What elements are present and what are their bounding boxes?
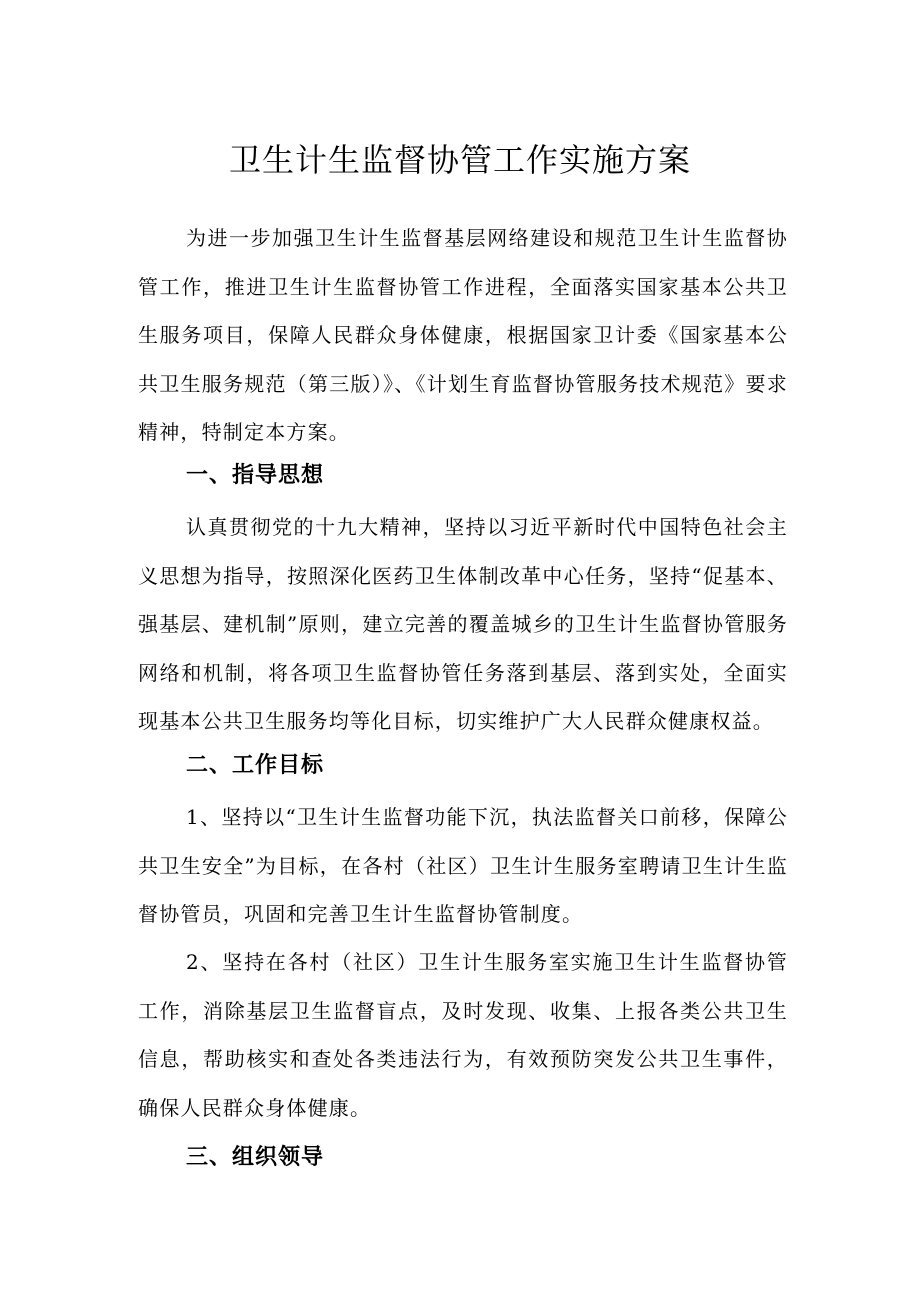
intro-paragraph: 为进一步加强卫生计生监督基层网络建设和规范卫生计生监督协管工作，推进卫生计生监督协管工作进程，全面落实国家基本公共卫生服务项目，保障人民群众身体健康，根据国家卫计委《国家基本公共卫生服务规范（第三版）》、《计划生育监督协管服务技术规范》要求精神，特制定本方案。 <box>138 226 788 444</box>
section-heading-work-goals: 二、工作目标 <box>186 753 325 778</box>
section-heading-guiding-ideology: 一、指导思想 <box>186 463 325 488</box>
document-title: 卫生计生监督协管工作实施方案 <box>228 141 691 179</box>
work-goal-item-1: 1、坚持以“卫生计生监督功能下沉，执法监督关口前移，保障公共卫生安全”为目标，在各村（社区）卫生计生服务室聘请卫生计生监督协管员，巩固和完善卫生计生监督协管制度。 <box>138 805 788 926</box>
guiding-ideology-paragraph: 认真贯彻党的十九大精神，坚持以习近平新时代中国特色社会主义思想为指导，按照深化医药卫生体制改革中心任务，坚持“促基本、强基层、建机制”原则，建立完善的覆盖城乡的卫生计生监督协管服务网络和机制，将各项卫生监督协管任务落到基层、落到实处，全面实现基本公共卫生服务均等化目标，切实维护广大人民群众健康权益。 <box>138 515 788 733</box>
work-goal-item-2: 2、坚持在各村（社区）卫生计生服务室实施卫生计生监督协管工作，消除基层卫生监督盲点，及时发现、收集、上报各类公共卫生信息，帮助核实和查处各类违法行为，有效预防突发公共卫生事件，确保人民群众身体健康。 <box>138 950 788 1120</box>
section-heading-organization-leadership: 三、组织领导 <box>186 1145 325 1170</box>
